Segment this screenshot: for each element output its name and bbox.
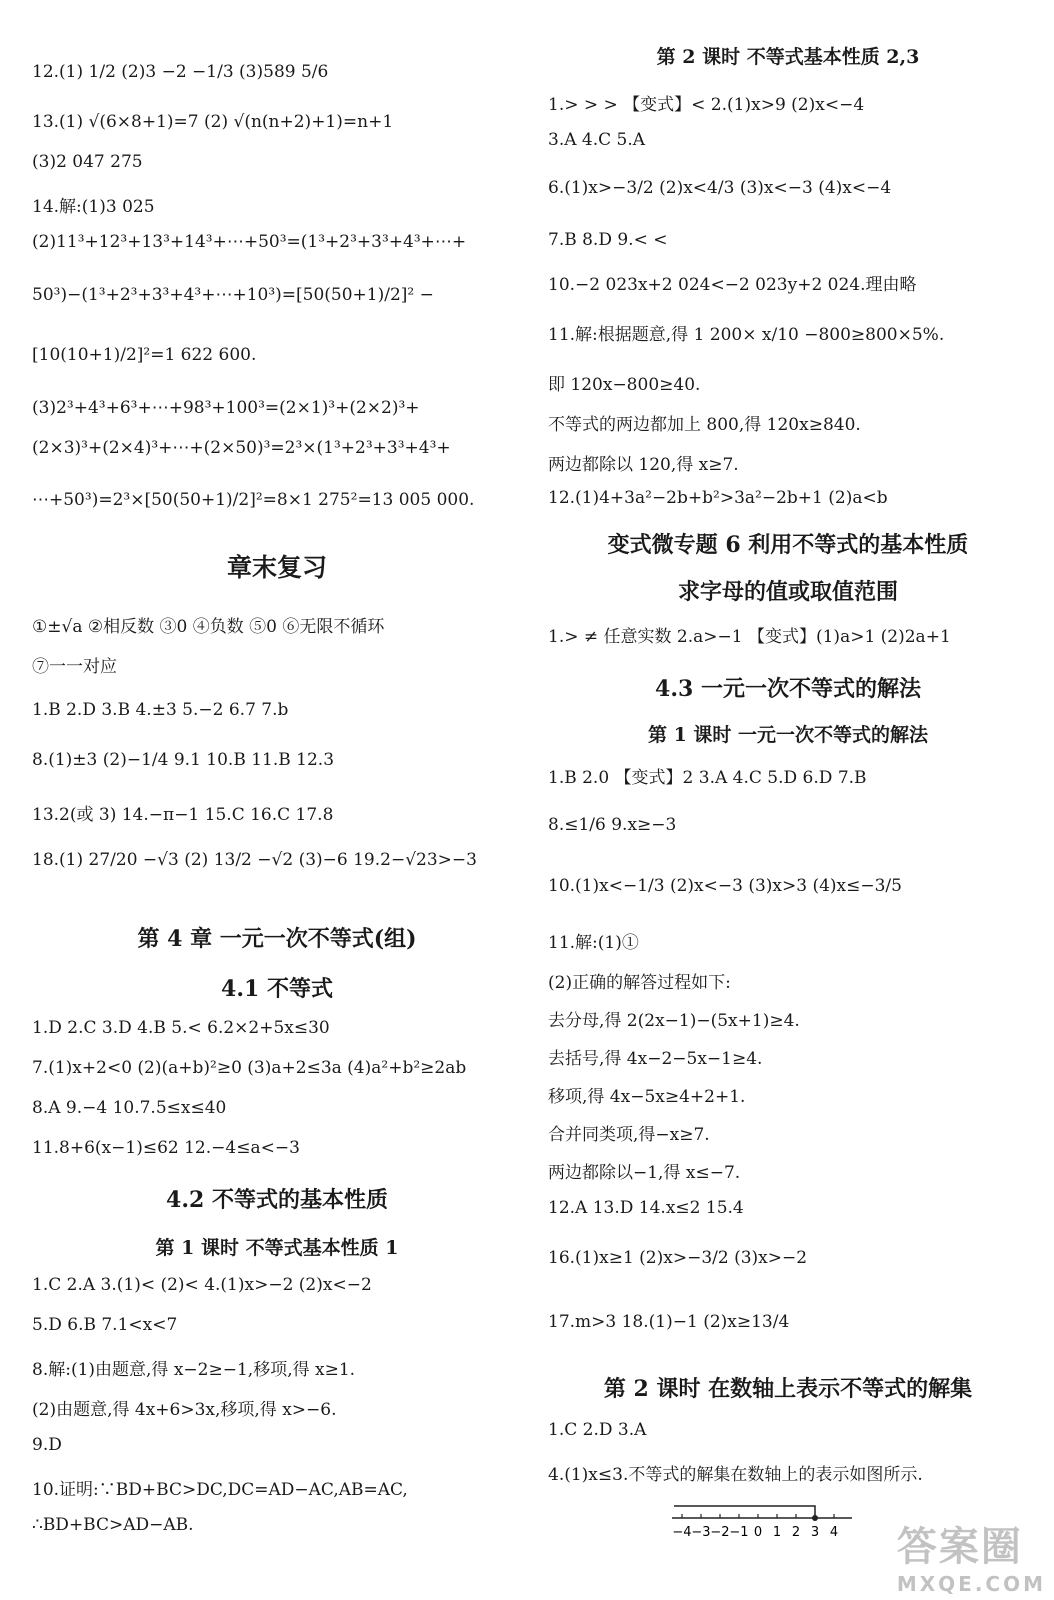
answer-line: 18.(1) 27/20 −√3 (2) 13/2 −√2 (3)−6 19.2−√23>−3 — [32, 850, 477, 870]
answer-line: 5.D 6.B 7.1<x<7 — [32, 1315, 178, 1335]
answer-line: 10.−2 023x+2 024<−2 023y+2 024.理由略 — [548, 275, 917, 295]
answer-line: 去分母,得 2(2x−1)−(5x+1)≥4. — [548, 1011, 800, 1031]
axis-tick-label: 4 — [829, 1525, 839, 1540]
answer-line: (3)2³+4³+6³+⋯+98³+100³=(2×1)³+(2×2)³+ — [32, 398, 420, 418]
answer-line: 3.A 4.C 5.A — [548, 130, 646, 150]
answer-line: 8.≤1/6 9.x≥−3 — [548, 815, 677, 835]
answer-line: 1.> > > 【变式】< 2.(1)x>9 (2)x<−4 — [548, 95, 865, 115]
watermark-en: MXQE.COM — [896, 1572, 1046, 1596]
answer-line: (2)11³+12³+13³+14³+⋯+50³=(1³+2³+3³+4³+⋯+ — [32, 232, 467, 252]
solution-bracket — [674, 1506, 815, 1518]
axis-tick-label: 2 — [791, 1525, 801, 1540]
answer-line: (3)2 047 275 — [32, 152, 143, 172]
axis-tick-label: −2 — [710, 1525, 730, 1540]
answer-line: 12.(1) 1/2 (2)3 −2 −1/3 (3)589 5/6 — [32, 62, 329, 82]
answer-line: 1.B 2.D 3.B 4.±3 5.−2 6.7 7.b — [32, 700, 289, 720]
answer-line: 11.解:(1)① — [548, 933, 639, 953]
section-heading: 4.3 一元一次不等式的解法 — [655, 676, 921, 702]
section-heading: 变式微专题 6 利用不等式的基本性质 — [607, 532, 969, 558]
answer-line: 不等式的两边都加上 800,得 120x≥840. — [548, 415, 861, 435]
axis-tick-label: −4 — [672, 1525, 692, 1540]
answer-line: 16.(1)x≥1 (2)x>−3/2 (3)x>−2 — [548, 1248, 808, 1268]
answer-line: 移项,得 4x−5x≥4+2+1. — [548, 1087, 746, 1107]
answer-line: (2)由题意,得 4x+6>3x,移项,得 x>−6. — [32, 1400, 337, 1420]
answer-line: 两边都除以−1,得 x≤−7. — [548, 1163, 741, 1183]
answer-line: ⋯+50³)=2³×[50(50+1)/2]²=8×1 275²=13 005 000. — [32, 490, 475, 510]
answer-line: 8.解:(1)由题意,得 x−2≥−1,移项,得 x≥1. — [32, 1360, 356, 1380]
section-heading: 第 1 课时 一元一次不等式的解法 — [647, 724, 929, 746]
watermark-cn: 答案圈 — [896, 1524, 1023, 1570]
answer-line: ∴BD+BC>AD−AB. — [32, 1515, 194, 1535]
section-heading: 4.1 不等式 — [221, 976, 333, 1002]
axis-tick-label: −3 — [691, 1525, 711, 1540]
answer-line: (2)正确的解答过程如下: — [548, 973, 731, 993]
section-heading: 4.2 不等式的基本性质 — [166, 1187, 388, 1213]
answer-line: 7.(1)x+2<0 (2)(a+b)²≥0 (3)a+2≤3a (4)a²+b²≥2ab — [32, 1058, 467, 1078]
answer-line: 两边都除以 120,得 x≥7. — [548, 455, 739, 475]
answer-line: 1.D 2.C 3.D 4.B 5.< 6.2×2+5x≤30 — [32, 1018, 330, 1038]
answer-line: 11.8+6(x−1)≤62 12.−4≤a<−3 — [32, 1138, 300, 1158]
answer-line: ⑦一一对应 — [32, 657, 117, 677]
answer-line: [10(10+1)/2]²=1 622 600. — [32, 345, 257, 365]
solution-endpoint — [812, 1515, 818, 1521]
axis-tick-label: −1 — [729, 1525, 749, 1540]
answer-line: ①±√a ②相反数 ③0 ④负数 ⑤0 ⑥无限不循环 — [32, 617, 385, 637]
section-heading: 第 2 课时 不等式基本性质 2,3 — [656, 46, 920, 68]
answer-line: 1.C 2.D 3.A — [548, 1420, 647, 1440]
answer-line: 去括号,得 4x−2−5x−1≥4. — [548, 1049, 763, 1069]
answer-line: 17.m>3 18.(1)−1 (2)x≥13/4 — [548, 1312, 790, 1332]
number-line-figure — [672, 1496, 872, 1556]
watermark — [897, 1515, 1046, 1596]
axis-tick-label: 1 — [772, 1525, 782, 1540]
answer-line: 10.(1)x<−1/3 (2)x<−3 (3)x>3 (4)x≤−3/5 — [548, 876, 902, 896]
answer-line: 8.A 9.−4 10.7.5≤x≤40 — [32, 1098, 227, 1118]
answer-line: 12.A 13.D 14.x≤2 15.4 — [548, 1198, 744, 1218]
answer-line: 10.证明:∵BD+BC>DC,DC=AD−AC,AB=AC, — [32, 1480, 408, 1500]
section-heading: 求字母的值或取值范围 — [677, 579, 898, 605]
answer-line: 13.(1) √(6×8+1)=7 (2) √(n(n+2)+1)=n+1 — [32, 112, 394, 132]
answer-line: (2×3)³+(2×4)³+⋯+(2×50)³=2³×(1³+2³+3³+4³+ — [32, 438, 451, 458]
answer-line: 即 120x−800≥40. — [548, 375, 701, 395]
section-heading: 章末复习 — [226, 553, 327, 582]
answer-line: 合并同类项,得−x≥7. — [548, 1125, 710, 1145]
answer-line: 4.(1)x≤3.不等式的解集在数轴上的表示如图所示. — [548, 1465, 923, 1485]
answer-line: 9.D — [32, 1435, 62, 1455]
answer-line: 50³)−(1³+2³+3³+4³+⋯+10³)=[50(50+1)/2]² − — [32, 285, 434, 305]
answer-line: 1.C 2.A 3.(1)< (2)< 4.(1)x>−2 (2)x<−2 — [32, 1275, 372, 1295]
section-heading: 第 4 章 一元一次不等式(组) — [137, 926, 417, 952]
axis-tick-label: 0 — [753, 1525, 763, 1540]
axis-tick-label: 3 — [810, 1525, 820, 1540]
answer-line: 7.B 8.D 9.< < — [548, 230, 668, 250]
section-heading: 第 1 课时 不等式基本性质 1 — [155, 1237, 399, 1259]
section-heading: 第 2 课时 在数轴上表示不等式的解集 — [603, 1376, 973, 1402]
answer-line: 12.(1)4+3a²−2b+b²>3a²−2b+1 (2)a<b — [548, 488, 888, 508]
answer-line: 1.B 2.0 【变式】2 3.A 4.C 5.D 6.D 7.B — [548, 768, 867, 788]
answer-line: 1.> ≠ 任意实数 2.a>−1 【变式】(1)a>1 (2)2a+1 — [548, 627, 951, 647]
answer-line: 13.2(或 3) 14.−π−1 15.C 16.C 17.8 — [32, 805, 334, 825]
answer-line: 6.(1)x>−3/2 (2)x<4/3 (3)x<−3 (4)x<−4 — [548, 178, 892, 198]
answer-line: 11.解:根据题意,得 1 200× x/10 −800≥800×5%. — [548, 325, 945, 345]
answer-line: 8.(1)±3 (2)−1/4 9.1 10.B 11.B 12.3 — [32, 750, 335, 770]
answer-line: 14.解:(1)3 025 — [32, 197, 155, 217]
